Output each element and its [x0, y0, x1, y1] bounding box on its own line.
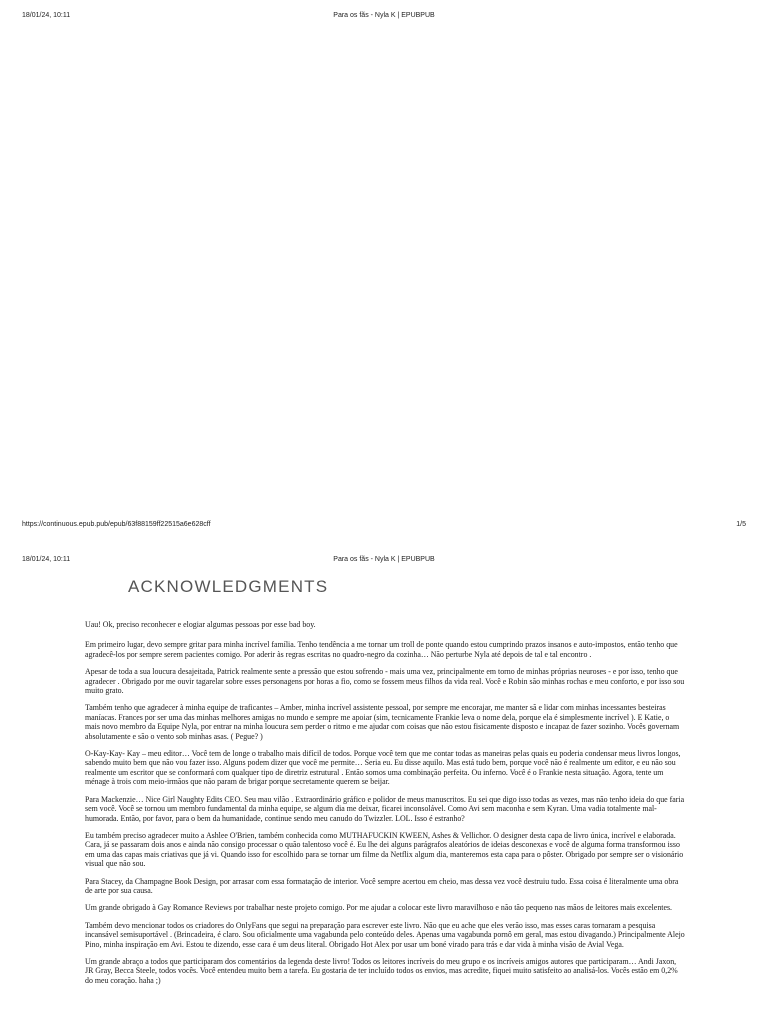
- paragraph: Eu também preciso agradecer muito a Ashlee O'Brien, também conhecida como MUTHAFUCKIN KWEEN, Ashes & Vellichor. O designer desta capa de livro única, incrível e elaborada. Cara, já se passaram dois anos e ainda não consigo processar o quão talentoso você é. Eu lhe dei alguns parágrafos aleatórios de ideias desconexas e você de alguma forma transformou isso em uma das capas mais criativas que já vi. Quando isso for escolhido para se tornar um filme da Netflix algum dia, manteremos esta capa para o pôster. Obrigado por sempre ser o visionário visual que não sou.: [85, 830, 684, 869]
- paragraph: Apesar de toda a sua loucura desajeitada, Patrick realmente sente a pressão que estou sofrendo - mais uma vez, principalmente em torno de minhas próprias neuroses - e por isso, tenho que agradecer . Obrigado por me ouvir tagarelar sobre esses personagens por horas a fio, como se fossem meus filhos da vida real. Você e Robin são minhas rochas e meu conforto, e por isso sou muito grato.: [85, 667, 685, 696]
- print-title: Para os fãs - Nyla K | EPUBPUB: [333, 12, 435, 19]
- paragraph: Um grande obrigado à Gay Romance Reviews por trabalhar neste projeto comigo. Por me ajudar a colocar este livro maravilhoso e não tão pequeno nas mãos de leitores mais excelentes.: [85, 903, 672, 913]
- paragraph: Também tenho que agradecer à minha equipe de traficantes – Amber, minha incrível assistente pessoal, por sempre me encorajar, me manter sã e lidar com minhas incessantes besteiras maníacas. Frances por ser uma das minhas melhores amigas no mundo e sempre me apoiar (sim, tecnicamente Frankie leva o nome dela, porque ela é simplesmente incrível ). E Katie, o mais novo membro da Equipe Nyla, por entrar na minha loucura sem perder o ritmo e me ajudar com coisas que não estou fisicamente disposto e incapaz de fazer sozinho. Vocês governam absolutamente e são o vento sob minhas asas. ( Pegue? ): [85, 703, 680, 741]
- acknowledgments-body: [85, 620, 685, 993]
- page-number: 1/5: [736, 521, 746, 528]
- paragraph: Para Stacey, da Champagne Book Design, por arrasar com essa formatação de interior. Você sempre acertou em cheio, mas dessa vez você destruiu tudo. Essa coisa é literalmente uma obra de arte por sua causa.: [85, 876, 679, 895]
- paragraph: O-Kay-Kay- Kay – meu editor… Você tem de longe o trabalho mais difícil de todos. Porque você tem que me contar todas as maneiras pelas quais eu poderia condensar meus livros longos, sabendo muito bem que não vou fazer isso. Alguns podem dizer que você me permite… Seria eu. Eu disse aquilo. Mas está tudo bem, porque você não é realmente um editor, e eu não sou realmente um escritor que se conformará com qualquer tipo de diretriz estrutural . Então somos uma combinação perfeita. Ou inferno. Você é o Frankie nesta situação. Agora, tente um ménage à trois com meio-irmãos que não param de brigar porque secretamente querem se beijar.: [85, 749, 681, 787]
- acknowledgments-heading: ACKNOWLEDGMENTS: [128, 577, 329, 596]
- print-datetime-page2: 18/01/24, 10:11: [22, 556, 71, 563]
- print-datetime: 18/01/24, 10:11: [22, 12, 71, 19]
- page-url: https://continuous.epub.pub/epub/63f88159ff22515a6e628cff: [22, 521, 211, 528]
- paragraph: Para Mackenzie… Nice Girl Naughty Edits CEO. Seu mau vilão . Extraordinário gráfico e polidor de meus manuscritos. Eu sei que digo isso todas as vezes, mas não tenho ideia do que faria sem você. Você se tornou um membro fundamental da minha equipe, se algum dia me deixar, ficarei inconsolável. Como Avi sem maconha e sem Kyran. Uma vadia totalmente mal-humorada. Então, por favor, para o bem da humanidade, continue sendo meu canudo do Twizzler. LOL. Isso é estranho?: [85, 794, 685, 823]
- paragraph: Uau! Ok, preciso reconhecer e elogiar algumas pessoas por esse bad boy.: [85, 620, 316, 629]
- paragraph: Também devo mencionar todos os criadores do OnlyFans que segui na preparação para escrever este livro. Não que eu ache que eles verão isso, mas esses caras tornaram a pesquisa incansável semisuportável . (Brincadeira, é claro. Sou oficialmente uma vagabunda pelo conteúdo deles. Apenas uma vagabunda pornô em geral, mas estou divagando.) Principalmente Alejo Pino, minha inspiração em Avi. Estou te dizendo, esse cara é um deus literal. Obrigado Hot Alex por usar um boné virado para trás e dar vida à minha visão de Avial Vega.: [85, 920, 685, 949]
- paragraph: Em primeiro lugar, devo sempre gritar para minha incrível família. Tenho tendência a me tornar um troll de ponte quando estou cumprindo prazos insanos e auto-impostos, então tenho que agradecê-los por sempre serem pacientes comigo. Por aderir às regras escritas no quadro-negro da cozinha… Não perturbe Nyla até depois de tal e tal encontro .: [85, 640, 678, 659]
- paragraph: Um grande abraço a todos que participaram dos comentários da legenda deste livro! Todos os leitores incríveis do meu grupo e os incríveis amigos autores que participaram… Andi Jaxon, JR Gray, Becca Steele, todos vocês. Você entendeu muito bem a tarefa. Eu gostaria de ter incluído todos os envios, mas acredite, fiquei muito satisfeito ao analisá-los. Vocês estão em 0,2% do meu coração. haha ;): [85, 956, 678, 985]
- print-title-page2: Para os fãs - Nyla K | EPUBPUB: [333, 556, 435, 563]
